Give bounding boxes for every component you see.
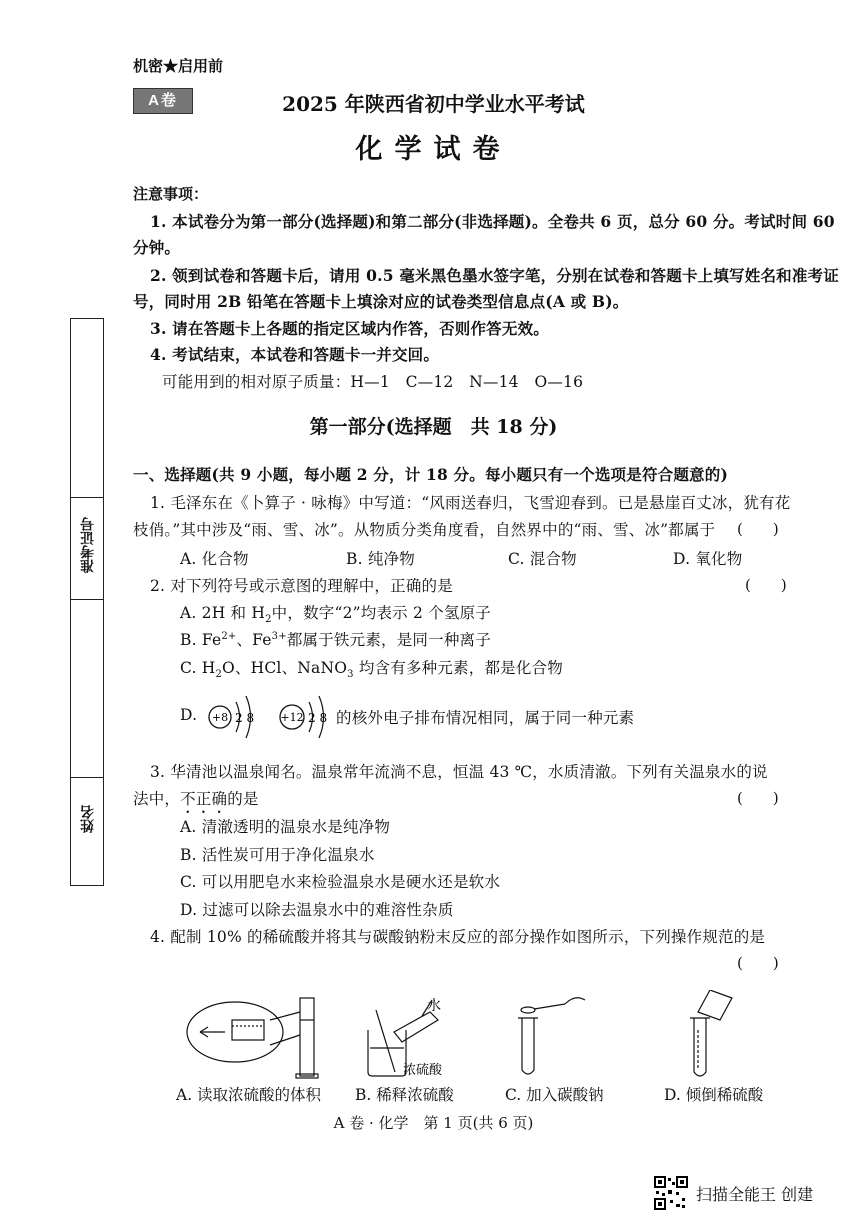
q4-caption-a: A. 读取浓硫酸的体积 <box>176 1086 322 1104</box>
q1-option-d: D. 氧化物 <box>673 550 743 568</box>
atomic-masses: 可能用到的相对原子质量：H—1 C—12 N—14 O—16 <box>162 373 584 391</box>
q3-option-a: A. 清澈透明的温泉水是纯净物 <box>180 818 391 836</box>
exam-id-label: 准考证号 <box>80 517 96 573</box>
page-footer: A 卷 · 化学 第 1 页(共 6 页) <box>333 1114 534 1132</box>
q1-option-b: B. 纯净物 <box>346 550 415 568</box>
svg-text:2 8: 2 8 <box>235 711 255 725</box>
pouring-reagent-figure <box>690 990 732 1076</box>
q1-option-c: C. 混合物 <box>508 550 577 568</box>
notice-title: 注意事项： <box>133 185 209 203</box>
notice-line-2b: 号，同时用 2B 铅笔在答题卡上填涂对应的试卷类型信息点(A 或 B)。 <box>133 292 629 311</box>
q2-option-b: B. $Fe^{2+}$、$Fe^{3+}$都属于铁元素，是同一种离子 <box>180 630 491 649</box>
water-label: 水 <box>427 998 441 1014</box>
svg-text:+8: +8 <box>211 711 229 724</box>
q3-option-c: C. 可以用肥皂水来检验温泉水是硬水还是软水 <box>180 873 501 891</box>
q4-caption-b: B. 稀释浓硫酸 <box>355 1086 454 1104</box>
q2-option-a: A. 2H 和 $H_2$中，数字“2”均表示 2 个氢原子 <box>180 604 491 626</box>
notice-line-1b: 分钟。 <box>133 238 181 257</box>
q2-stem: 2. 对下列符号或示意图的理解中，正确的是 <box>150 577 453 595</box>
conc-acid-label: 浓硫酸 <box>403 1063 443 1078</box>
paper-type-badge: A卷 <box>133 88 193 114</box>
q3-answer-paren: ( ) <box>737 789 779 807</box>
q4-caption-d: D. 倾倒稀硫酸 <box>664 1086 764 1104</box>
notice-line-3: 3. 请在答题卡上各题的指定区域内作答，否则作答无效。 <box>150 319 549 338</box>
atomic-structure-diagrams <box>200 688 340 746</box>
section-title: 第一部分(选择题 共 18 分) <box>309 416 558 438</box>
paper-title: 化学试卷 <box>355 134 512 165</box>
scanner-watermark: 扫描全能王 创建 <box>696 1185 814 1204</box>
q4-stem: 4. 配制 10% 的稀硫酸并将其与碳酸钠粉末反应的部分操作如图所示，下列操作规范的是 <box>150 928 766 946</box>
q2-option-d-label: D. <box>180 706 198 724</box>
q3-option-d: D. 过滤可以除去温泉水中的难溶性杂质 <box>180 901 454 919</box>
svg-text:2 8: 2 8 <box>308 711 328 725</box>
q4-caption-c: C. 加入碳酸钠 <box>505 1086 604 1104</box>
magnesium-ion-diagram <box>280 696 327 738</box>
binding-strip <box>70 318 104 886</box>
q1-stem-1: 1. 毛泽东在《卜算子 · 咏梅》中写道：“风雨送春归，飞雪迎春到。已是悬崖百丈冰，犹有花 <box>150 494 791 512</box>
q3-stem-2: 法中，不正确的是 <box>133 790 259 808</box>
notice-line-1a: 1. 本试卷分为第一部分(选择题)和第二部分(非选择题)。全卷共 6 页，总分 60 分。考试时间 60 <box>150 212 835 231</box>
q4-answer-paren: ( ) <box>737 954 779 972</box>
q1-option-a: A. 化合物 <box>180 550 249 568</box>
q3-option-b: B. 活性炭可用于净化温泉水 <box>180 846 375 864</box>
section-intro: 一、选择题(共 9 小题，每小题 2 分，计 18 分。每小题只有一个选项是符合题意的) <box>133 465 728 484</box>
q1-answer-paren: ( ) <box>737 520 779 538</box>
q3-stem-1: 3. 华清池以温泉闻名。温泉常年流淌不息，恒温 43 ℃，水质清澈。下列有关温泉水的说 <box>150 763 768 781</box>
q2-answer-paren: ( ) <box>745 576 787 594</box>
notice-line-2a: 2. 领到试卷和答题卡后，请用 0.5 毫米黑色墨水签字笔，分别在试卷和答题卡上填写姓名和准考证 <box>150 266 839 285</box>
q2-option-d-text: 的核外电子排布情况相同，属于同一种元素 <box>336 709 635 727</box>
exam-title: 2025 年陕西省初中学业水平考试 <box>282 92 585 116</box>
qr-code-icon <box>654 1176 688 1210</box>
test-tube-spoon-figure <box>518 998 585 1074</box>
name-label: 姓名 <box>80 805 96 833</box>
q1-stem-2: 枝俏。”其中涉及“雨、雪、冰”。从物质分类角度看，自然界中的“雨、雪、冰”都属于 <box>133 521 716 539</box>
q4-operation-figures <box>180 990 800 1085</box>
confidential-label: 机密★启用前 <box>133 57 224 75</box>
graduated-cylinder-figure <box>187 998 318 1078</box>
svg-text:+12: +12 <box>280 711 304 724</box>
q2-option-c: C. $H_2O$、HCl、NaNO$_3$ 均含有多种元素，都是化合物 <box>180 659 563 681</box>
oxygen-atom-diagram <box>209 696 254 738</box>
notice-line-4: 4. 考试结束，本试卷和答题卡一并交回。 <box>150 345 440 364</box>
